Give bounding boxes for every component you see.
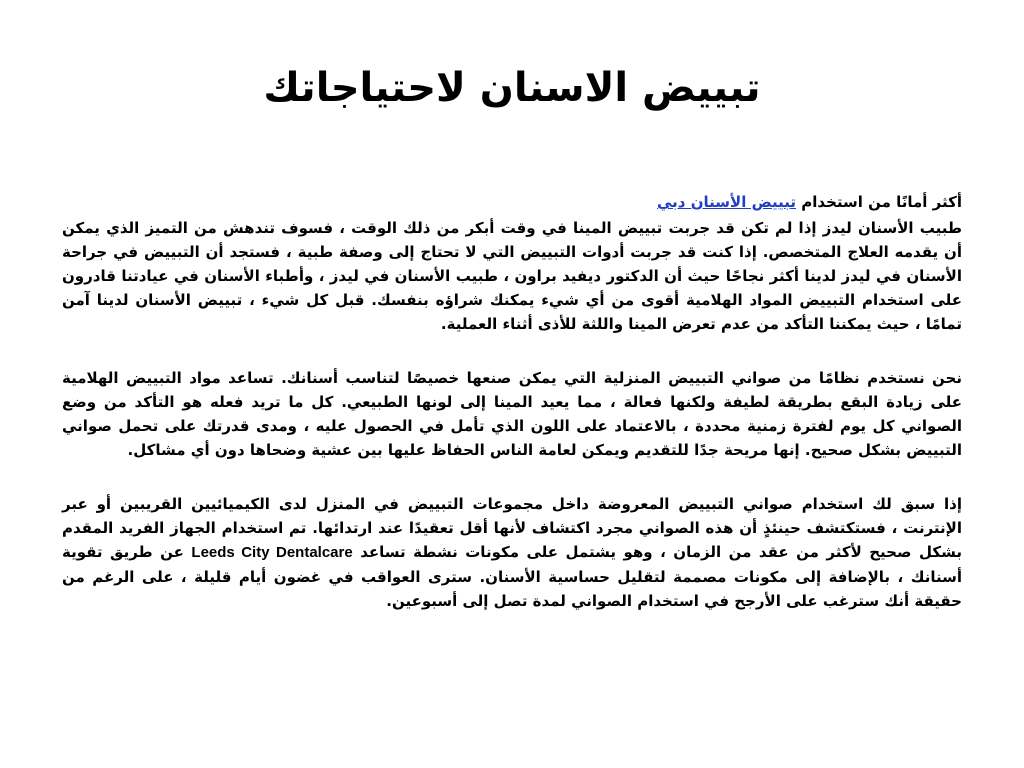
slide-content	[62, 190, 962, 643]
teeth-whitening-dubai-link[interactable]: تبييض الأسنان دبي	[657, 193, 797, 211]
paragraph-chemist-kits-start: إذا سبق لك استخدام صواني التبييض المعروضة داخل مجموعات التبييض في المنزل لدى الكيميائيين القريبين أو عبر الإنترنت ، فستكتشف حينئذٍ أن هذه الصواني مجرد اكتشاف لأنها أقل تعقيدًا عند ارتدائها. تم استخدام الجهاز الفريد المقدم بشكل صحيح لأكثر من عقد من الزمان ، وهو يشتمل على مكونات نشطة تساعد	[62, 495, 962, 561]
intro-paragraph	[62, 190, 962, 214]
paragraph-leeds-dentist: طبيب الأسنان ليدز إذا لم تكن قد جربت تبييض المينا في وقت أبكر من ذلك الوقت ، فسوف تندهش من التميز الذي يمكن أن يقدمه العلاج المتخصص. إذا كنت قد جربت أدوات التبييض التي لا تحتاج إلى وصفة طبية ، فستجد أن التبييض في جراحة الأسنان في ليدز لدينا أكثر نجاحًا حيث أن الدكتور ديفيد براون ، طبيب الأسنان في ليدز ، وأطباء الأسنان في عيادتنا قادرون على استخدام التبييض المواد الهلامية أقوى من أي شيء يمكنك شراؤه بنفسك. قبل كل شيء ، تبييض الأسنان لدينا آمن تمامًا ، حيث يمكننا التأكد من عدم تعرض المينا واللثة للأذى أثناء العملية.	[62, 219, 962, 333]
intro-text: أكثر أمانًا من استخدام	[796, 193, 962, 211]
paragraph-home-trays: نحن نستخدم نظامًا من صواني التبييض المنزلية التي يمكن صنعها خصيصًا لتناسب أسنانك. تساعد مواد التبييض الهلامية على زيادة البقع بطريقة لطيفة ولكنها فعالة ، مما يعيد المينا إلى لونها الطبيعي. كل ما تريد فعله هو التأكد من وضع الصواني كل يوم لفترة زمنية محددة ، بالاعتماد على اللون الذي تأمل في الحصول عليه ، ومدى قدرتك على تحمل صواني التبييض بشكل صحيح. إنها مريحة جدًا للتقديم ويمكن لعامة الناس الحفاظ عليها بين عشية وضحاها دون أي مشاكل.	[62, 369, 962, 459]
paragraph-chemist-kits-end: عن طريق تقوية أسنانك ، بالإضافة إلى مكونات مصممة لتقليل حساسية الأسنان. سترى العواقب في غضون أيام قليلة ، على الرغم من حقيقة أنك سترغب على الأرجح في استخدام الصواني لمدة تصل إلى أسبوعين.	[62, 543, 962, 610]
slide-title: تبييض الاسنان لاحتياجاتك	[263, 65, 761, 111]
brand-name: Leeds City Dentalcare	[191, 544, 353, 561]
paragraph-chemist-kits	[62, 492, 962, 613]
